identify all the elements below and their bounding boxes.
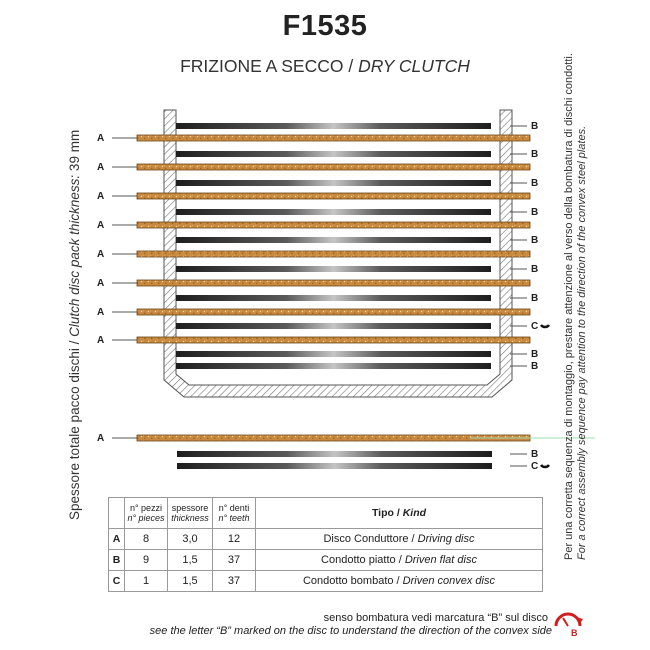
steel-driven-disc	[176, 295, 491, 301]
cell-thickness: 3,0	[168, 529, 213, 550]
steel-driven-disc	[176, 237, 491, 243]
cell-code: C	[109, 571, 125, 592]
cell-pieces: 9	[125, 550, 168, 571]
header-thickness: spessore thickness	[168, 498, 213, 529]
cell-teeth: 37	[213, 550, 256, 571]
header-teeth: n° denti n° teeth	[213, 498, 256, 529]
pack-thickness-label-en: Clutch disc pack thickness:	[67, 171, 82, 337]
disc-label-a: A	[97, 220, 105, 231]
disc-label-b: B	[531, 149, 539, 160]
header-kind: Tipo / Kind	[256, 498, 543, 529]
friction-driving-disc	[137, 251, 530, 257]
cell-kind: Disco Conduttore / Driving disc	[256, 529, 543, 550]
disc-label-a: A	[97, 249, 105, 260]
cell-code: B	[109, 550, 125, 571]
steel-driven-disc	[177, 463, 492, 469]
disc-label-b: B	[531, 235, 539, 246]
convex-direction-icon	[541, 325, 549, 327]
header-pieces: n° pezzi n° pieces	[125, 498, 168, 529]
friction-driving-disc	[137, 280, 530, 286]
cell-teeth: 37	[213, 571, 256, 592]
disc-label-a: A	[97, 278, 105, 289]
steel-driven-disc	[176, 209, 491, 215]
steel-driven-disc	[176, 180, 491, 186]
friction-driving-disc	[137, 193, 530, 199]
assembly-note-english: For a correct assembly sequence pay attention to the direction of the convex steel plates.	[576, 125, 588, 560]
cell-teeth: 12	[213, 529, 256, 550]
disc-label-b: B	[531, 293, 539, 304]
friction-driving-disc	[137, 337, 530, 343]
table-header-row	[109, 498, 543, 529]
disc-label-c: C	[531, 461, 539, 472]
steel-driven-disc	[176, 151, 491, 157]
subtitle-italian: FRIZIONE A SECCO	[180, 56, 344, 76]
disc-label-a: A	[97, 133, 105, 144]
disc-label-b: B	[531, 449, 539, 460]
disc-label-a: A	[97, 433, 105, 444]
friction-driving-disc	[137, 135, 530, 141]
disc-label-b: B	[531, 361, 539, 372]
disc-label-b: B	[531, 264, 539, 275]
disc-label-a: A	[97, 162, 105, 173]
cell-thickness: 1,5	[168, 550, 213, 571]
header-code	[109, 498, 125, 529]
convex-direction-icon	[541, 465, 549, 467]
cell-code: A	[109, 529, 125, 550]
disc-label-c: C	[531, 321, 539, 332]
convex-direction-note-italian: senso bombatura vedi marcatura “B” sul disco	[323, 612, 548, 624]
steel-driven-disc	[176, 266, 491, 272]
table-row	[109, 529, 543, 550]
disc-label-b: B	[531, 178, 539, 189]
disc-label-b: B	[531, 349, 539, 360]
steel-driven-disc	[176, 323, 491, 329]
steel-driven-disc	[177, 451, 492, 457]
diagram-title: F1535	[282, 10, 368, 42]
disc-label-b: B	[531, 207, 539, 218]
svg-text:B: B	[571, 628, 578, 638]
cell-thickness: 1,5	[168, 571, 213, 592]
assembly-note-italian: Per una corretta sequenza di montaggio, prestare attenzione al verso della bombatura di dischi condotti.	[563, 53, 575, 560]
friction-driving-disc	[137, 309, 530, 315]
convex-direction-note-english: see the letter “B” marked on the disc to understand the direction of the convex side	[149, 625, 552, 637]
subtitle-separator: /	[343, 56, 359, 76]
pack-thickness-note	[67, 130, 82, 520]
disc-label-b: B	[531, 121, 539, 132]
table-row	[109, 550, 543, 571]
steel-driven-disc	[176, 351, 491, 357]
cell-pieces: 8	[125, 529, 168, 550]
friction-driving-disc	[137, 222, 530, 228]
disc-spec-table	[108, 497, 543, 592]
disc-label-a: A	[97, 307, 105, 318]
pack-thickness-value: 39 mm	[67, 129, 82, 172]
steel-driven-disc	[176, 123, 491, 129]
pack-thickness-label-it: Spessore totale pacco dischi /	[67, 336, 82, 520]
cell-kind: Condotto piatto / Driven flat disc	[256, 550, 543, 571]
convex-marking-icon	[552, 606, 586, 640]
steel-driven-disc	[176, 363, 491, 369]
subtitle-english: DRY CLUTCH	[358, 56, 470, 76]
disc-label-a: A	[97, 335, 105, 346]
friction-driving-disc	[137, 164, 530, 170]
cell-kind: Condotto bombato / Driven convex disc	[256, 571, 543, 592]
disc-label-a: A	[97, 191, 105, 202]
table-row	[109, 571, 543, 592]
cell-pieces: 1	[125, 571, 168, 592]
